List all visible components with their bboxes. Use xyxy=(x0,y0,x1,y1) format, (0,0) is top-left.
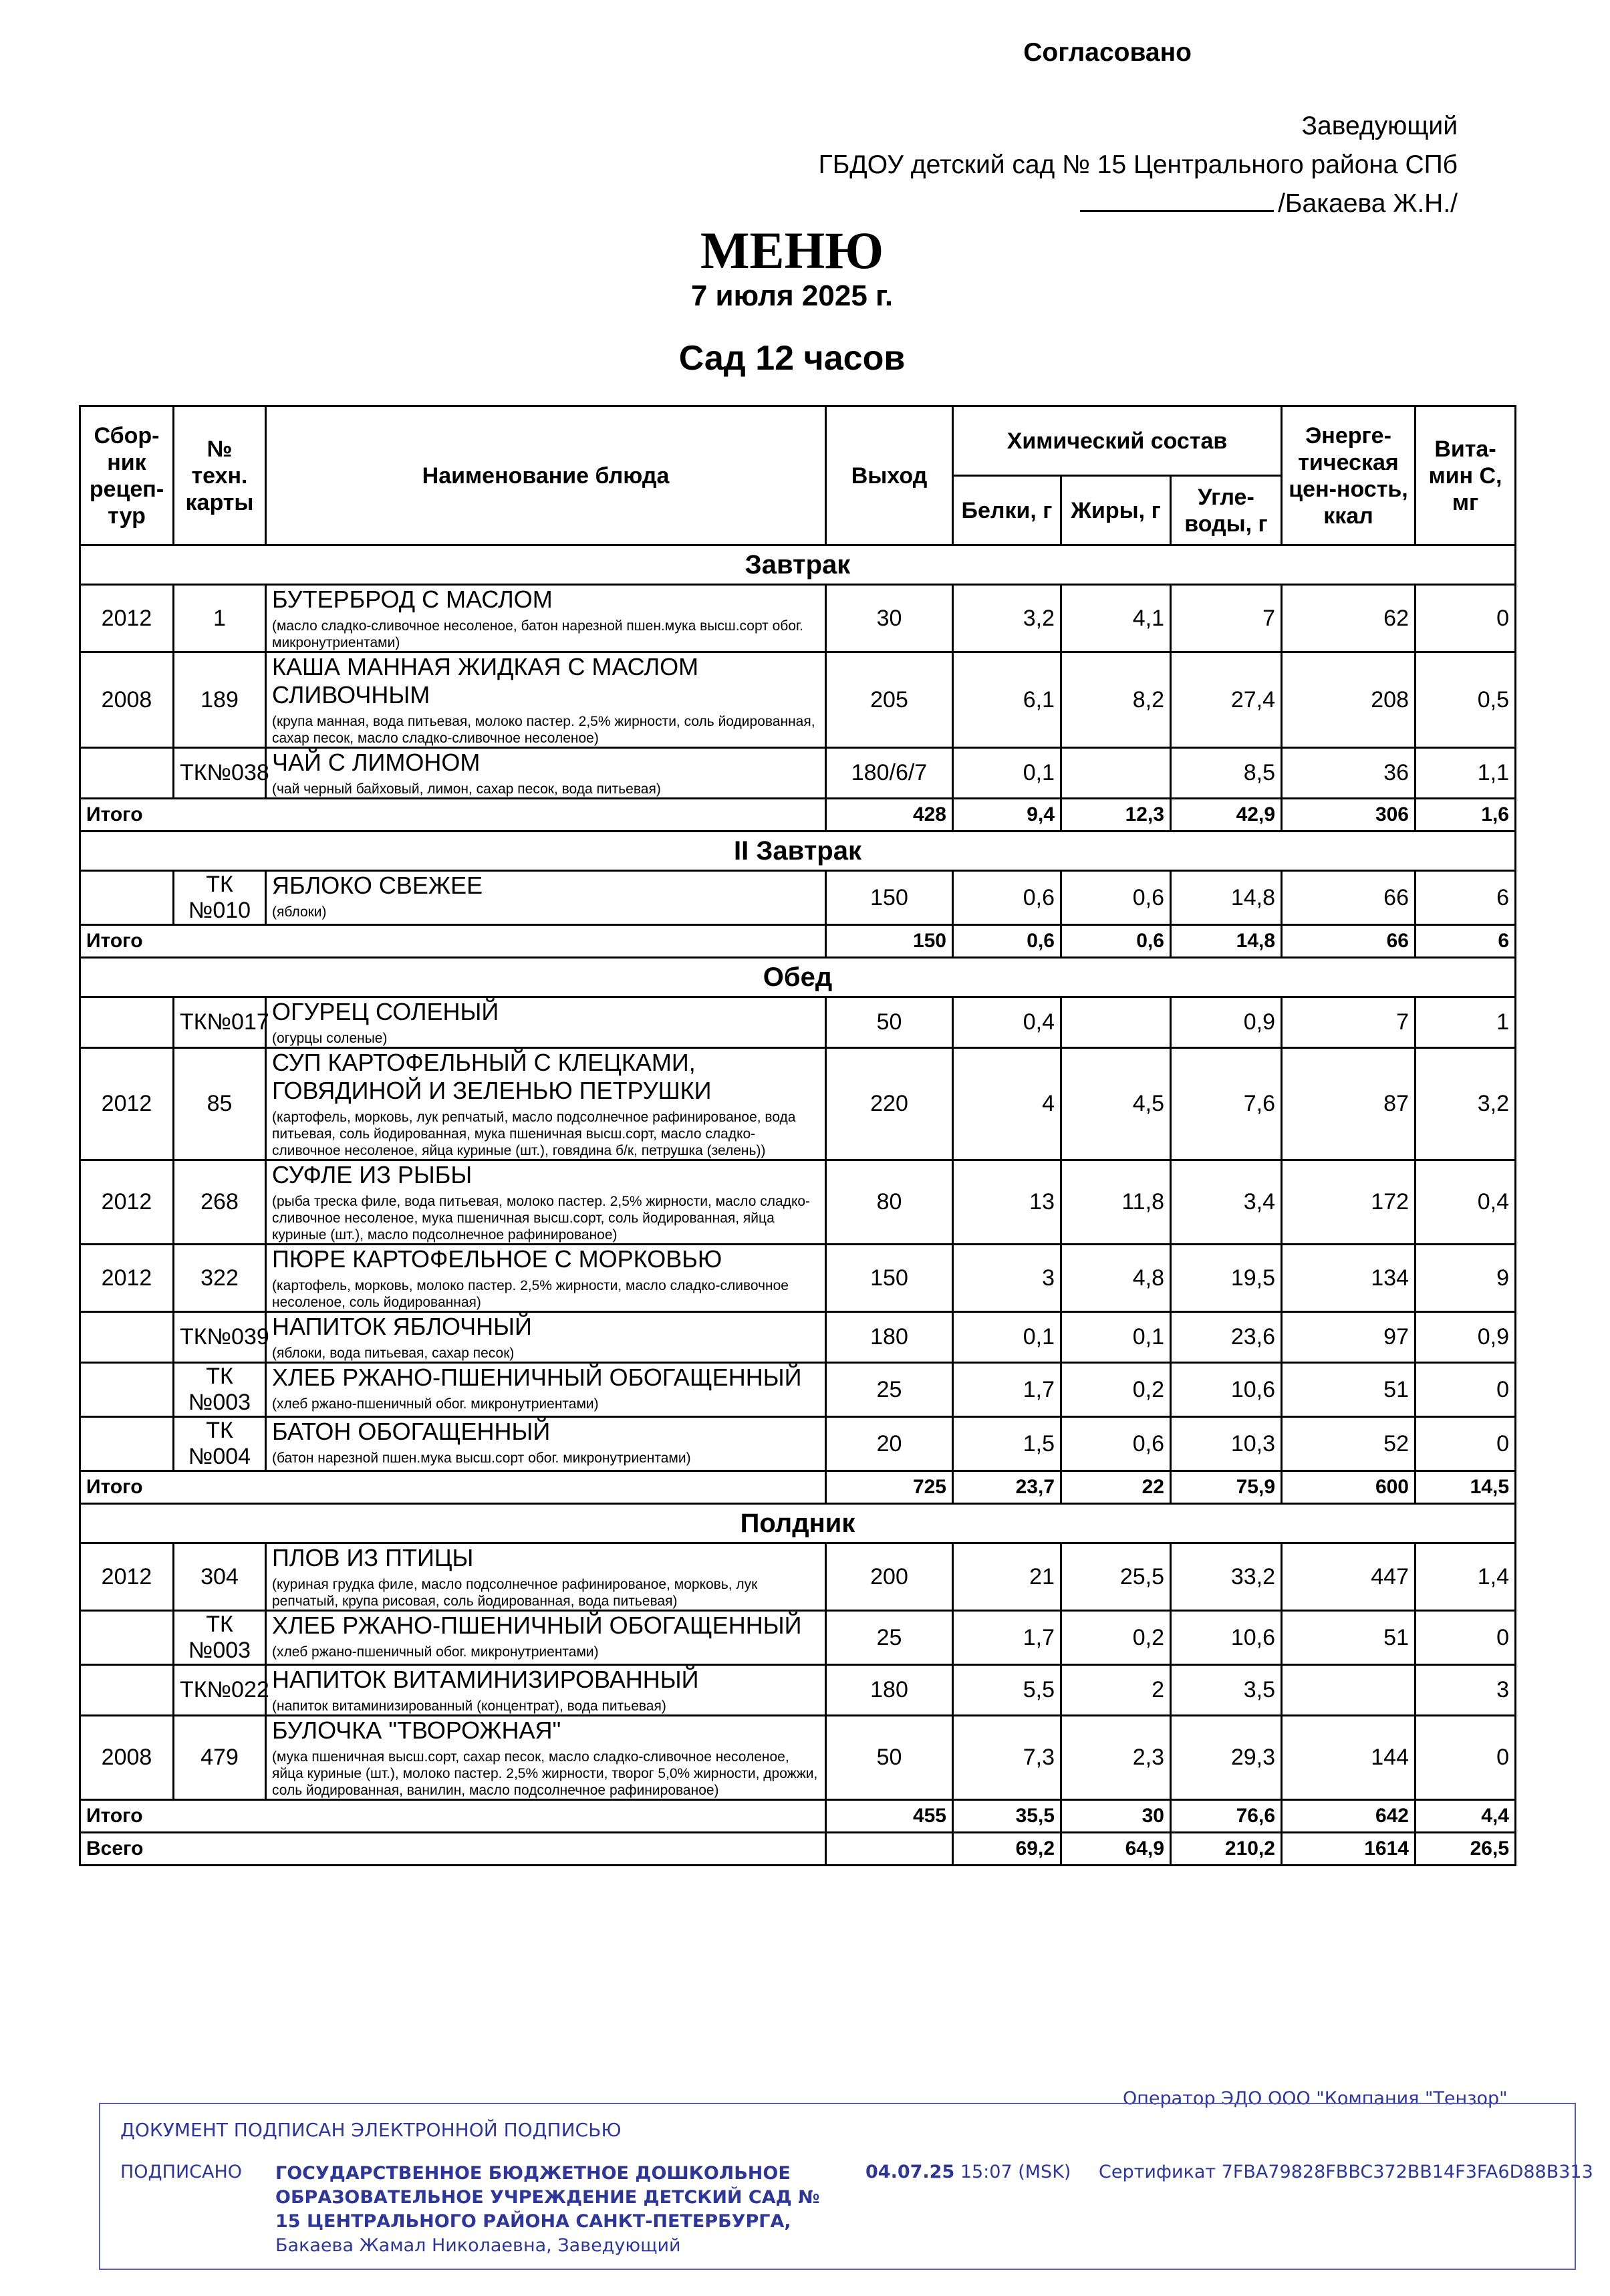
total-carbs: 14,8 xyxy=(1171,925,1282,958)
cell-output: 25 xyxy=(826,1611,953,1665)
dish-name: КАША МАННАЯ ЖИДКАЯ С МАСЛОМ СЛИВОЧНЫМ xyxy=(272,653,699,709)
cell-fats: 25,5 xyxy=(1061,1543,1171,1611)
section-title: Обед xyxy=(80,958,1516,997)
grand-total-fats: 64,9 xyxy=(1061,1833,1171,1866)
total-carbs: 42,9 xyxy=(1171,799,1282,832)
total-fats: 30 xyxy=(1061,1800,1171,1833)
cell-proteins: 21 xyxy=(953,1543,1061,1611)
cell-output: 50 xyxy=(826,1716,953,1800)
total-vitamin: 1,6 xyxy=(1416,799,1516,832)
cell-dish-name xyxy=(266,1048,826,1160)
cell-carbs: 27,4 xyxy=(1171,652,1282,748)
cell-energy: 97 xyxy=(1282,1312,1416,1363)
total-energy: 66 xyxy=(1282,925,1416,958)
section-title: Полдник xyxy=(80,1504,1516,1543)
dish-composition: (крупа манная, вода питьевая, молоко пастер. 2,5% жирности, соль йодированная, сахар песок, масло сладко-сливочное несоленое) xyxy=(272,714,815,746)
dish-name: ХЛЕБ РЖАНО-ПШЕНИЧНЫЙ ОБОГАЩЕННЫЙ xyxy=(272,1612,802,1639)
cell-proteins: 1,7 xyxy=(953,1611,1061,1665)
total-proteins: 35,5 xyxy=(953,1800,1061,1833)
header-vitamin: Вита-мин С, мг xyxy=(1416,406,1516,545)
dish-name: ЧАЙ С ЛИМОНОМ xyxy=(272,749,481,776)
dish-name: НАПИТОК ЯБЛОЧНЫЙ xyxy=(272,1313,532,1340)
table-row xyxy=(80,1245,1516,1312)
total-energy: 306 xyxy=(1282,799,1416,832)
cell-tech-card: 304 xyxy=(174,1543,266,1611)
dish-name: СУФЛЕ ИЗ РЫБЫ xyxy=(272,1161,473,1188)
cell-energy: 172 xyxy=(1282,1160,1416,1245)
cell-energy: 51 xyxy=(1282,1611,1416,1665)
cell-collection: 2012 xyxy=(80,585,174,652)
approval-signer: /Бакаева Ж.Н./ xyxy=(1278,189,1458,218)
total-fats: 12,3 xyxy=(1061,799,1171,832)
approval-block xyxy=(819,33,1458,223)
total-output: 150 xyxy=(826,925,953,958)
dish-composition: (хлеб ржано-пшеничный обог. микронутриентами) xyxy=(272,1396,599,1412)
total-energy: 642 xyxy=(1282,1800,1416,1833)
table-row xyxy=(80,1716,1516,1800)
electronic-signature-stamp xyxy=(99,2103,1593,2270)
cell-output: 50 xyxy=(826,997,953,1048)
cell-proteins: 0,1 xyxy=(953,1312,1061,1363)
grand-total-label: Всего xyxy=(80,1833,826,1866)
table-row xyxy=(80,1665,1516,1716)
table-row xyxy=(80,1543,1516,1611)
grand-total-vitamin: 26,5 xyxy=(1416,1833,1516,1866)
cell-vitamin: 1,1 xyxy=(1416,748,1516,799)
table-row xyxy=(80,1160,1516,1245)
cell-collection xyxy=(80,1417,174,1471)
cell-collection: 2012 xyxy=(80,1160,174,1245)
cell-energy: 447 xyxy=(1282,1543,1416,1611)
grand-total-carbs: 210,2 xyxy=(1171,1833,1282,1866)
menu-subtitle: Сад 12 часов xyxy=(678,339,906,378)
total-energy: 600 xyxy=(1282,1471,1416,1504)
header-dish-name: Наименование блюда xyxy=(266,406,826,545)
cell-fats xyxy=(1061,997,1171,1048)
cell-energy: 62 xyxy=(1282,585,1416,652)
dish-composition: (хлеб ржано-пшеничный обог. микронутриентами) xyxy=(272,1644,599,1660)
cell-proteins: 3 xyxy=(953,1245,1061,1312)
cell-vitamin: 0,5 xyxy=(1416,652,1516,748)
header-proteins: Белки, г xyxy=(953,476,1061,545)
cell-collection: 2008 xyxy=(80,1716,174,1800)
dish-name: БУЛОЧКА "ТВОРОЖНАЯ" xyxy=(272,1716,561,1744)
cell-carbs: 7 xyxy=(1171,585,1282,652)
cell-tech-card: ТК№017 xyxy=(174,997,266,1048)
dish-name: НАПИТОК ВИТАМИНИЗИРОВАННЫЙ xyxy=(272,1666,699,1693)
dish-name: ПЛОВ ИЗ ПТИЦЫ xyxy=(272,1544,474,1571)
cell-fats: 11,8 xyxy=(1061,1160,1171,1245)
total-row xyxy=(80,1471,1516,1504)
signature-date: 04.07.25 xyxy=(865,2162,955,2182)
cell-output: 150 xyxy=(826,1245,953,1312)
table-row xyxy=(80,1417,1516,1471)
cell-fats: 0,6 xyxy=(1061,1417,1171,1471)
cell-dish-name xyxy=(266,1363,826,1417)
cell-vitamin: 0,9 xyxy=(1416,1312,1516,1363)
cell-collection xyxy=(80,1665,174,1716)
table-row xyxy=(80,1048,1516,1160)
cell-tech-card: 322 xyxy=(174,1245,266,1312)
cell-tech-card: 85 xyxy=(174,1048,266,1160)
page-title: МЕНЮ xyxy=(700,221,884,279)
header-fats: Жиры, г xyxy=(1061,476,1171,545)
total-proteins: 9,4 xyxy=(953,799,1061,832)
total-vitamin: 4,4 xyxy=(1416,1800,1516,1833)
cell-output: 200 xyxy=(826,1543,953,1611)
cell-energy: 208 xyxy=(1282,652,1416,748)
grand-total-row xyxy=(80,1833,1516,1866)
cell-collection xyxy=(80,871,174,925)
grand-total-energy: 1614 xyxy=(1282,1833,1416,1866)
cell-tech-card: ТК№038 xyxy=(174,748,266,799)
cell-dish-name xyxy=(266,1160,826,1245)
cell-carbs: 0,9 xyxy=(1171,997,1282,1048)
cell-output: 180/6/7 xyxy=(826,748,953,799)
cell-output: 80 xyxy=(826,1160,953,1245)
dish-composition: (чай черный байховый, лимон, сахар песок, вода питьевая) xyxy=(272,781,661,797)
cell-energy: 36 xyxy=(1282,748,1416,799)
total-proteins: 0,6 xyxy=(953,925,1061,958)
section-row xyxy=(80,545,1516,585)
dish-name: БУТЕРБРОД С МАСЛОМ xyxy=(272,586,553,613)
cell-proteins: 0,6 xyxy=(953,871,1061,925)
menu-table xyxy=(79,405,1516,1866)
approval-organization: ГБДОУ детский сад № 15 Центрального района СПб xyxy=(818,150,1458,179)
cell-output: 150 xyxy=(826,871,953,925)
cell-energy: 144 xyxy=(1282,1716,1416,1800)
cell-dish-name xyxy=(266,1716,826,1800)
total-label: Итого xyxy=(80,1471,826,1504)
total-output: 725 xyxy=(826,1471,953,1504)
total-row xyxy=(80,799,1516,832)
cell-fats: 0,1 xyxy=(1061,1312,1171,1363)
cell-fats: 0,2 xyxy=(1061,1611,1171,1665)
total-proteins: 23,7 xyxy=(953,1471,1061,1504)
cell-energy: 51 xyxy=(1282,1363,1416,1417)
cell-dish-name xyxy=(266,1611,826,1665)
dish-composition: (огурцы соленые) xyxy=(272,1031,388,1046)
cell-vitamin: 0 xyxy=(1416,1611,1516,1665)
section-title: Завтрак xyxy=(80,545,1516,585)
cell-output: 205 xyxy=(826,652,953,748)
header-energy: Энерге-тическая цен-ность, ккал xyxy=(1282,406,1416,545)
table-row xyxy=(80,871,1516,925)
total-row xyxy=(80,1800,1516,1833)
cell-output: 180 xyxy=(826,1665,953,1716)
cell-tech-card: ТК №003 xyxy=(174,1611,266,1665)
grand-total-proteins: 69,2 xyxy=(953,1833,1061,1866)
cell-proteins: 5,5 xyxy=(953,1665,1061,1716)
signature-org-name: ГОСУДАРСТВЕННОЕ БЮДЖЕТНОЕ ДОШКОЛЬНОЕ ОБРАЗОВАТЕЛЬНОЕ УЧРЕЖДЕНИЕ ДЕТСКИЙ САД № 15 ЦЕНТРАЛЬНОГО РАЙОНА САНКТ-ПЕТЕРБУРГА, xyxy=(275,2163,820,2232)
table-row xyxy=(80,748,1516,799)
cell-collection: 2012 xyxy=(80,1048,174,1160)
table-row xyxy=(80,652,1516,748)
dish-name: БАТОН ОБОГАЩЕННЫЙ xyxy=(272,1418,551,1445)
dish-composition: (батон нарезной пшен.мука высш.сорт обог. микронутриентами) xyxy=(272,1450,691,1466)
cell-energy: 7 xyxy=(1282,997,1416,1048)
section-title: II Завтрак xyxy=(80,832,1516,871)
cell-dish-name xyxy=(266,871,826,925)
cell-proteins: 1,7 xyxy=(953,1363,1061,1417)
cell-fats xyxy=(1061,748,1171,799)
cell-carbs: 14,8 xyxy=(1171,871,1282,925)
cell-energy: 66 xyxy=(1282,871,1416,925)
cell-vitamin: 0,4 xyxy=(1416,1160,1516,1245)
cell-tech-card: 479 xyxy=(174,1716,266,1800)
cell-collection xyxy=(80,1312,174,1363)
dish-composition: (куриная грудка филе, масло подсолнечное рафинированое, морковь, лук репчатый, крупа рисовая, соль йодированная, вода питьевая) xyxy=(272,1577,758,1609)
total-label: Итого xyxy=(80,1800,826,1833)
cell-energy: 52 xyxy=(1282,1417,1416,1471)
signature-certificate: Сертификат 7FBA79828FBBC372BB14F3FA6D88B313 xyxy=(1099,2162,1593,2182)
cell-output: 25 xyxy=(826,1363,953,1417)
cell-carbs: 29,3 xyxy=(1171,1716,1282,1800)
table-row xyxy=(80,1363,1516,1417)
menu-body xyxy=(80,545,1516,1866)
edo-operator: Оператор ЭДО ООО "Компания "Тензор" xyxy=(1123,2088,1508,2109)
dish-composition: (яблоки) xyxy=(272,904,327,920)
signature-organization xyxy=(275,2162,850,2258)
cell-proteins: 1,5 xyxy=(953,1417,1061,1471)
signature-header: ДОКУМЕНТ ПОДПИСАН ЭЛЕКТРОННОЙ ПОДПИСЬЮ xyxy=(120,2119,622,2141)
total-label: Итого xyxy=(80,925,826,958)
cell-tech-card: 268 xyxy=(174,1160,266,1245)
cell-tech-card: 1 xyxy=(174,585,266,652)
cell-collection: 2012 xyxy=(80,1245,174,1312)
cell-output: 220 xyxy=(826,1048,953,1160)
cell-dish-name xyxy=(266,1665,826,1716)
cell-collection: 2008 xyxy=(80,652,174,748)
cell-dish-name xyxy=(266,1417,826,1471)
dish-name: ЯБЛОКО СВЕЖЕЕ xyxy=(272,872,483,899)
total-carbs: 76,6 xyxy=(1171,1800,1282,1833)
dish-name: СУП КАРТОФЕЛЬНЫЙ С КЛЕЦКАМИ, ГОВЯДИНОЙ И ЗЕЛЕНЬЮ ПЕТРУШКИ xyxy=(272,1049,712,1104)
cell-tech-card: 189 xyxy=(174,652,266,748)
dish-composition: (рыба треска филе, вода питьевая, молоко пастер. 2,5% жирности, масло сладко-сливочное несоленое, мука пшеничная высш.сорт, соль йодированная, яйца куриные (шт.), масло подсолнечное рафинированое) xyxy=(272,1194,811,1243)
dish-name: ХЛЕБ РЖАНО-ПШЕНИЧНЫЙ ОБОГАЩЕННЫЙ xyxy=(272,1364,802,1391)
cell-carbs: 10,6 xyxy=(1171,1611,1282,1665)
cell-dish-name xyxy=(266,1543,826,1611)
header-tech-card: № техн. карты xyxy=(174,406,266,545)
cell-fats: 8,2 xyxy=(1061,652,1171,748)
table-row xyxy=(80,585,1516,652)
cell-energy: 134 xyxy=(1282,1245,1416,1312)
dish-composition: (мука пшеничная высш.сорт, сахар песок, масло сладко-сливочное несоленое, яйца куриные (шт.), молоко пастер. 2,5% жирности, творог 5,0% жирности, дрожжи, соль йодированная, ванилин, масло подсолнечное рафинированое) xyxy=(272,1749,818,1798)
cell-dish-name xyxy=(266,652,826,748)
header-chem: Химический состав xyxy=(953,406,1282,476)
cell-proteins: 6,1 xyxy=(953,652,1061,748)
signature-person: Бакаева Жамал Николаевна, Заведующий xyxy=(275,2235,681,2256)
table-row xyxy=(80,997,1516,1048)
cell-dish-name xyxy=(266,1312,826,1363)
cell-output: 30 xyxy=(826,585,953,652)
cell-dish-name xyxy=(266,748,826,799)
cell-proteins: 7,3 xyxy=(953,1716,1061,1800)
cell-vitamin: 3 xyxy=(1416,1665,1516,1716)
cell-carbs: 19,5 xyxy=(1171,1245,1282,1312)
cell-proteins: 0,4 xyxy=(953,997,1061,1048)
total-output: 455 xyxy=(826,1800,953,1833)
cell-carbs: 7,6 xyxy=(1171,1048,1282,1160)
total-vitamin: 14,5 xyxy=(1416,1471,1516,1504)
cell-collection xyxy=(80,1611,174,1665)
cell-fats: 0,2 xyxy=(1061,1363,1171,1417)
signature-datetime xyxy=(865,2162,1071,2182)
signature-time: 15:07 (MSK) xyxy=(960,2162,1071,2182)
cell-carbs: 23,6 xyxy=(1171,1312,1282,1363)
table-row xyxy=(80,1312,1516,1363)
cell-tech-card: ТК №010 xyxy=(174,871,266,925)
total-carbs: 75,9 xyxy=(1171,1471,1282,1504)
cell-collection xyxy=(80,748,174,799)
section-row xyxy=(80,958,1516,997)
cell-vitamin: 0 xyxy=(1416,1363,1516,1417)
dish-composition: (напиток витаминизированный (концентрат), вода питьевая) xyxy=(272,1698,666,1714)
cell-vitamin: 3,2 xyxy=(1416,1048,1516,1160)
cell-vitamin: 0 xyxy=(1416,1417,1516,1471)
cell-carbs: 3,4 xyxy=(1171,1160,1282,1245)
cell-vitamin: 9 xyxy=(1416,1245,1516,1312)
header-output: Выход xyxy=(826,406,953,545)
dish-name: ПЮРЕ КАРТОФЕЛЬНОЕ С МОРКОВЬЮ xyxy=(272,1245,722,1273)
cell-energy xyxy=(1282,1665,1416,1716)
cell-dish-name xyxy=(266,585,826,652)
cell-proteins: 4 xyxy=(953,1048,1061,1160)
header-collection: Сбор-ник рецеп-тур xyxy=(80,406,174,545)
cell-proteins: 13 xyxy=(953,1160,1061,1245)
cell-fats: 2 xyxy=(1061,1665,1171,1716)
approval-position: Заведующий xyxy=(1301,112,1458,140)
cell-tech-card: ТК №004 xyxy=(174,1417,266,1471)
section-row xyxy=(80,832,1516,871)
cell-vitamin: 1,4 xyxy=(1416,1543,1516,1611)
cell-carbs: 3,5 xyxy=(1171,1665,1282,1716)
cell-tech-card: ТК№039 xyxy=(174,1312,266,1363)
cell-output: 180 xyxy=(826,1312,953,1363)
header-carbs: Угле-воды, г xyxy=(1171,476,1282,545)
cell-tech-card: ТК №003 xyxy=(174,1363,266,1417)
menu-date: 7 июля 2025 г. xyxy=(690,279,894,312)
cell-collection xyxy=(80,997,174,1048)
total-fats: 22 xyxy=(1061,1471,1171,1504)
cell-fats: 4,8 xyxy=(1061,1245,1171,1312)
cell-vitamin: 0 xyxy=(1416,585,1516,652)
cell-carbs: 10,3 xyxy=(1171,1417,1282,1471)
cell-collection xyxy=(80,1363,174,1417)
cell-carbs: 33,2 xyxy=(1171,1543,1282,1611)
total-fats: 0,6 xyxy=(1061,925,1171,958)
cell-vitamin: 6 xyxy=(1416,871,1516,925)
total-vitamin: 6 xyxy=(1416,925,1516,958)
cell-dish-name xyxy=(266,997,826,1048)
cell-vitamin: 1 xyxy=(1416,997,1516,1048)
table-row xyxy=(80,1611,1516,1665)
dish-composition: (масло сладко-сливочное несоленое, батон нарезной пшен.мука высш.сорт обог. микронутриентами) xyxy=(272,618,803,650)
signature-blank-line xyxy=(1080,187,1274,212)
cell-fats: 4,5 xyxy=(1061,1048,1171,1160)
total-output: 428 xyxy=(826,799,953,832)
grand-total-output xyxy=(826,1833,953,1866)
total-row xyxy=(80,925,1516,958)
cell-fats: 4,1 xyxy=(1061,585,1171,652)
cell-vitamin: 0 xyxy=(1416,1716,1516,1800)
cell-fats: 0,6 xyxy=(1061,871,1171,925)
approval-signer-line xyxy=(819,184,1458,223)
total-label: Итого xyxy=(80,799,826,832)
cell-collection: 2012 xyxy=(80,1543,174,1611)
cell-carbs: 10,6 xyxy=(1171,1363,1282,1417)
cell-proteins: 3,2 xyxy=(953,585,1061,652)
cell-dish-name xyxy=(266,1245,826,1312)
signature-label: ПОДПИСАНО xyxy=(120,2162,243,2182)
cell-proteins: 0,1 xyxy=(953,748,1061,799)
approval-agreed: Согласовано xyxy=(1023,38,1192,67)
cell-carbs: 8,5 xyxy=(1171,748,1282,799)
dish-composition: (картофель, морковь, молоко пастер. 2,5% жирности, масло сладко-сливочное несоленое, соль йодированная) xyxy=(272,1278,789,1310)
cell-fats: 2,3 xyxy=(1061,1716,1171,1800)
dish-composition: (яблоки, вода питьевая, сахар песок) xyxy=(272,1346,515,1361)
cell-tech-card: ТК№022 xyxy=(174,1665,266,1716)
dish-composition: (картофель, морковь, лук репчатый, масло подсолнечное рафинированое, вода питьевая, соль йодированная, мука пшеничная высш.сорт, масло сладко-сливочное несоленое, яйца куриные (шт.), говядина б/к, петрушка (зелень)) xyxy=(272,1110,796,1158)
cell-output: 20 xyxy=(826,1417,953,1471)
dish-name: ОГУРЕЦ СОЛЕНЫЙ xyxy=(272,998,499,1025)
section-row xyxy=(80,1504,1516,1543)
cell-energy: 87 xyxy=(1282,1048,1416,1160)
